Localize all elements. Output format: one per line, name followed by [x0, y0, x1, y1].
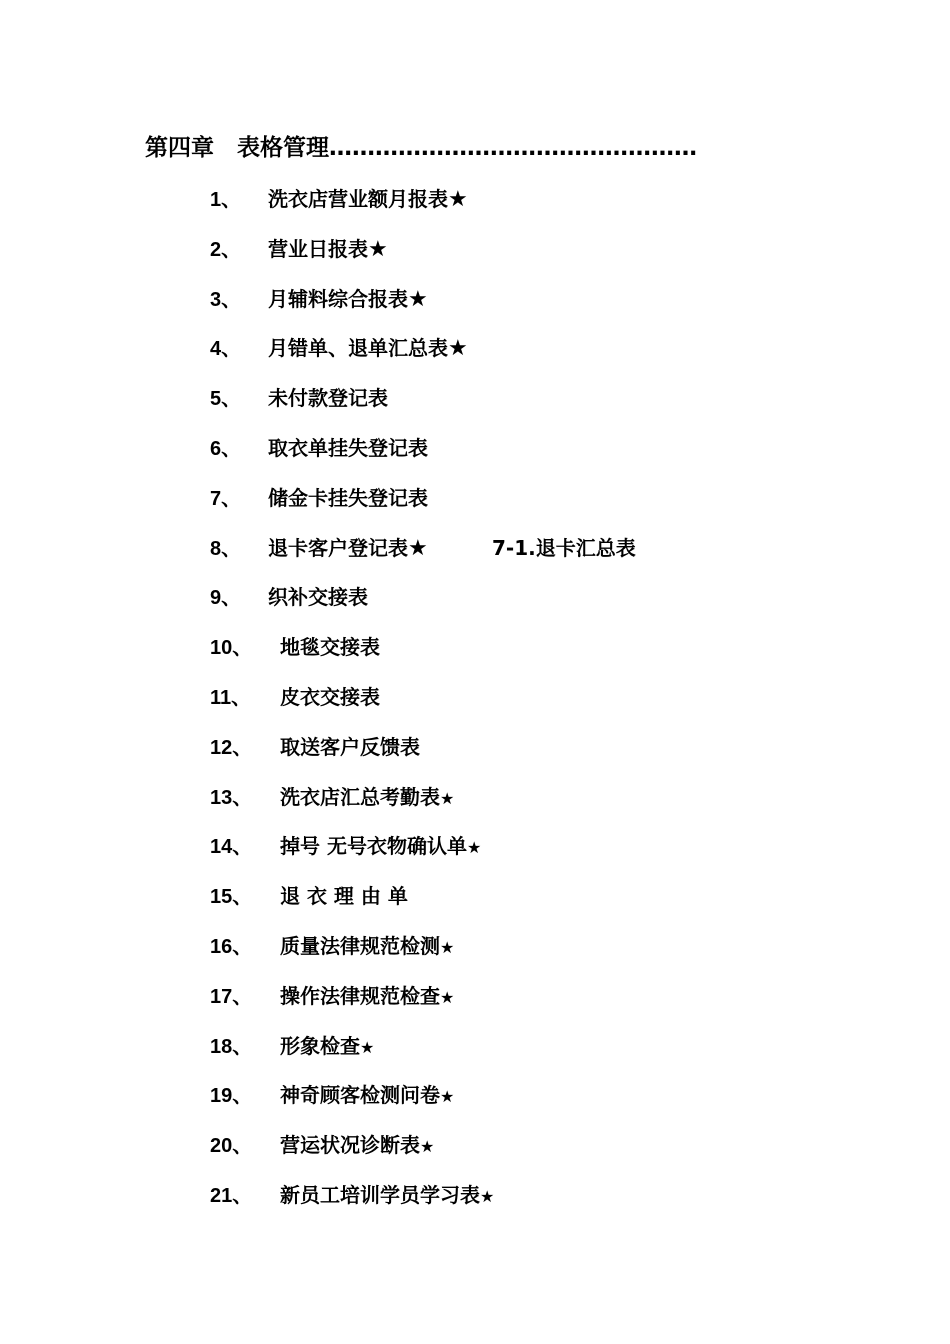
list-item: [210, 782, 494, 832]
star-icon: ★: [408, 535, 428, 561]
item-title: 质量法律规范检测: [280, 933, 440, 958]
chapter-title: 第四章 表格管理: [145, 135, 329, 161]
list-item: [210, 632, 494, 682]
star-icon: ★: [440, 788, 455, 808]
list-item: [210, 831, 494, 881]
table-list: [210, 184, 636, 1230]
item-number: 7、: [210, 487, 242, 510]
item-number: 16、: [210, 935, 253, 958]
list-item: [210, 284, 494, 334]
item-title: 月辅料综合报表: [268, 286, 408, 311]
list-item: [210, 1080, 494, 1130]
item-title: 月错单、退单汇总表: [268, 336, 448, 361]
list-item: [210, 483, 494, 533]
item-title: 掉号 无号衣物确认单: [280, 834, 467, 859]
item-title: 皮衣交接表: [280, 684, 380, 709]
item-title: 取送客户反馈表: [280, 734, 420, 759]
item-number: 5、: [210, 388, 242, 411]
item-title: 织补交接表: [268, 585, 368, 610]
item-title: 洗衣店营业额月报表: [268, 187, 448, 211]
star-icon: ★: [408, 286, 428, 312]
item-number: 19、: [210, 1085, 253, 1108]
star-icon: ★: [480, 1186, 495, 1206]
list-item: [210, 234, 494, 284]
list-item: [210, 433, 494, 483]
item-number: 13、: [210, 786, 253, 809]
star-icon: ★: [368, 236, 388, 262]
item-number: 2、: [210, 238, 242, 261]
item-number: 6、: [210, 437, 242, 460]
item-title: 取衣单挂失登记表: [268, 435, 428, 460]
list-item: [210, 1130, 494, 1180]
star-icon: ★: [448, 336, 468, 362]
item-number: 11、: [210, 686, 252, 709]
item-title: 操作法律规范检查: [280, 983, 440, 1008]
item-number: 12、: [210, 736, 253, 759]
list-item: [210, 881, 494, 931]
item-number: 3、: [210, 288, 242, 311]
item-number: 20、: [210, 1135, 253, 1158]
item-extra-title: 7-1.退卡汇总表: [492, 535, 636, 560]
item-number: 1、: [210, 189, 242, 211]
item-number: 17、: [210, 985, 253, 1008]
item-number: 9、: [210, 587, 242, 610]
list-item: [210, 1031, 494, 1081]
item-number: 14、: [210, 836, 253, 859]
item-title: 储金卡挂失登记表: [268, 485, 428, 510]
item-number: 4、: [210, 338, 242, 361]
list-item: [210, 931, 494, 981]
item-title: 形象检查: [280, 1033, 360, 1058]
item-title: 退卡客户登记表: [268, 535, 408, 560]
list-item: [210, 732, 494, 782]
item-title: 新员工培训学员学习表: [280, 1182, 480, 1207]
star-icon: ★: [440, 937, 455, 957]
item-title: 地毯交接表: [280, 635, 380, 660]
star-icon: ★: [440, 1087, 455, 1107]
list-item: [210, 333, 494, 383]
item-number: 8、: [210, 537, 242, 560]
star-icon: ★: [466, 838, 482, 858]
item-number: 10、: [210, 637, 253, 660]
star-icon: ★: [448, 187, 468, 212]
item-number: 15、: [210, 886, 253, 909]
item-number: 18、: [210, 1035, 253, 1058]
list-item: [210, 981, 494, 1031]
item-title: 未付款登记表: [268, 386, 388, 411]
item-title: 营运状况诊断表: [280, 1133, 420, 1158]
star-icon: ★: [360, 1037, 375, 1057]
chapter-heading: [145, 133, 697, 163]
item-number: 21、: [210, 1184, 253, 1207]
list-item: [210, 682, 494, 732]
list-item: [210, 582, 494, 632]
item-title: 退 衣 理 由 单: [280, 884, 408, 909]
list-item: [210, 1180, 494, 1230]
list-item: [210, 533, 636, 583]
item-title: 洗衣店汇总考勤表: [280, 784, 440, 809]
list-item: [210, 184, 494, 234]
star-icon: ★: [440, 987, 455, 1007]
item-title: 营业日报表: [268, 236, 368, 261]
chapter-leader-dots: …………………………………………: [329, 135, 697, 161]
list-item: [210, 383, 494, 433]
item-title: 神奇顾客检测问卷: [280, 1083, 440, 1108]
star-icon: ★: [420, 1137, 435, 1157]
